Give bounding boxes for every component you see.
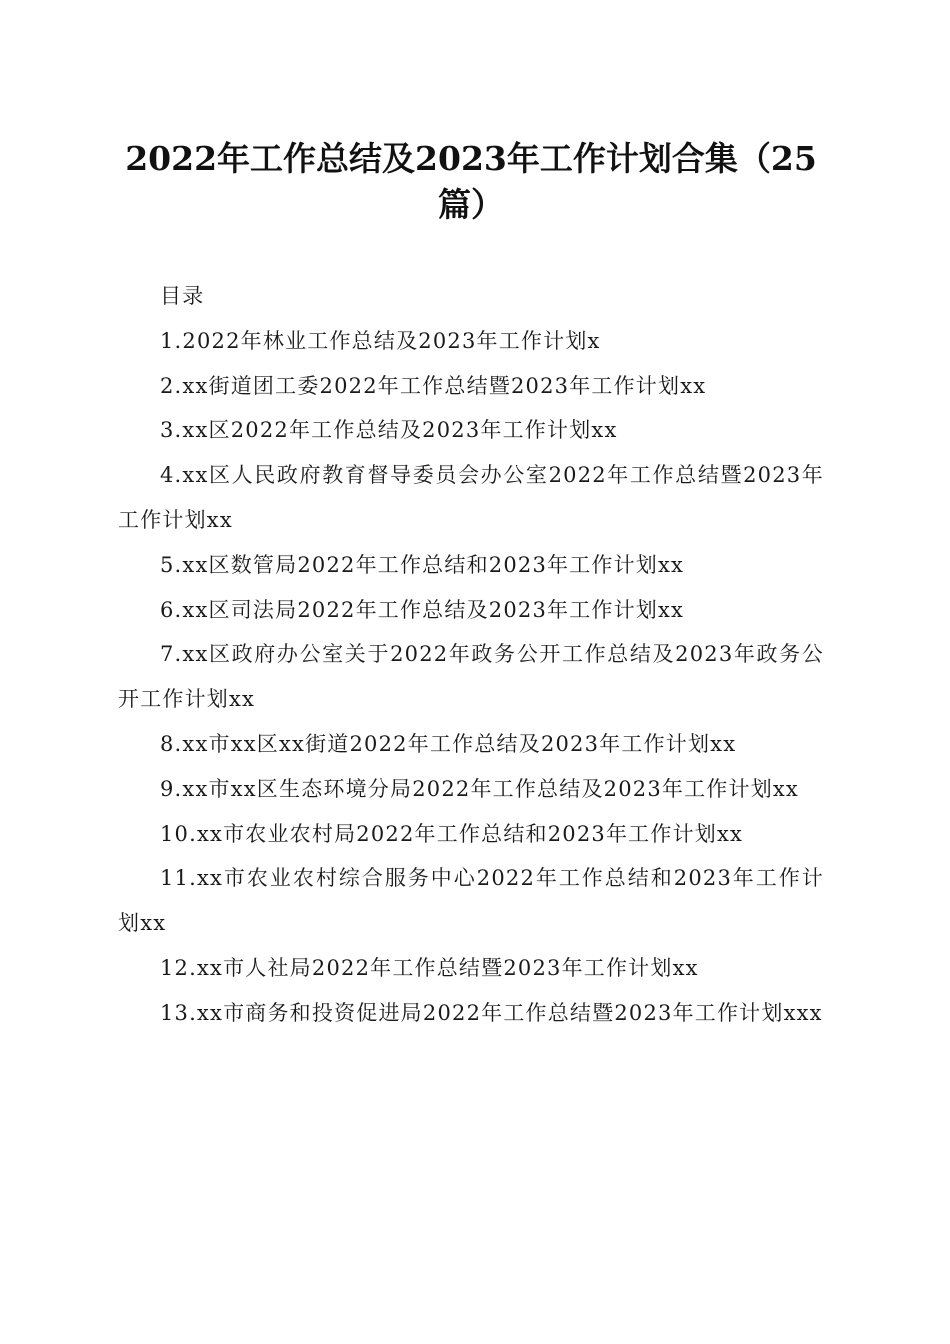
toc-item: 13.xx市商务和投资促进局2022年工作总结暨2023年工作计划xxx bbox=[160, 1000, 823, 1025]
toc-item: 9.xx市xx区生态环境分局2022年工作总结及2023年工作计划xx bbox=[160, 776, 799, 801]
toc-item: 11.xx市农业农村综合服务中心2022年工作总结和2023年工作计划xx bbox=[118, 866, 824, 936]
document-title: 2022年工作总结及2023年工作计划合集（25篇） bbox=[125, 139, 817, 224]
toc-item: 10.xx市农业农村局2022年工作总结和2023年工作计划xx bbox=[160, 821, 744, 846]
toc-list bbox=[118, 319, 824, 1036]
toc-item: 3.xx区2022年工作总结及2023年工作计划xx bbox=[160, 418, 618, 443]
toc-item: 5.xx区数管局2022年工作总结和2023年工作计划xx bbox=[160, 552, 685, 577]
toc-item: 2.xx街道团工委2022年工作总结暨2023年工作计划xx bbox=[160, 373, 707, 398]
toc-item: 8.xx市xx区xx街道2022年工作总结及2023年工作计划xx bbox=[160, 731, 737, 756]
table-of-contents bbox=[118, 274, 824, 1036]
toc-item: 1.2022年林业工作总结及2023年工作计划x bbox=[160, 328, 601, 353]
toc-item: 6.xx区司法局2022年工作总结及2023年工作计划xx bbox=[160, 597, 685, 622]
toc-item: 12.xx市人社局2022年工作总结暨2023年工作计划xx bbox=[160, 955, 699, 980]
toc-heading: 目录 bbox=[160, 284, 205, 308]
toc-item: 4.xx区人民政府教育督导委员会办公室2022年工作总结暨2023年工作计划xx bbox=[118, 463, 824, 532]
toc-item: 7.xx区政府办公室关于2022年政务公开工作总结及2023年政务公开工作计划xx bbox=[118, 642, 824, 712]
